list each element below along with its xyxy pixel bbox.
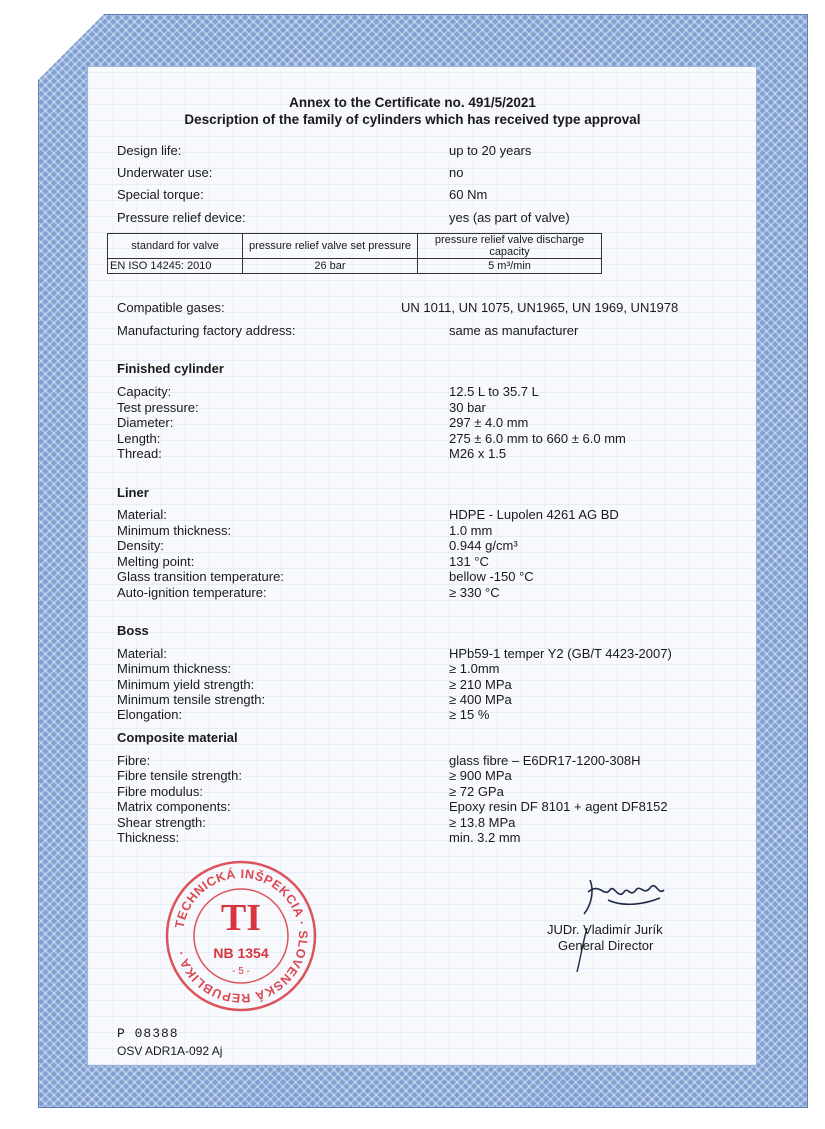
stamp-nb: NB 1354 [213, 945, 269, 961]
spec-label: Thread: [117, 446, 162, 461]
spec-label: Thickness: [117, 830, 180, 845]
table-header-cell: pressure relief valve discharge capacity [418, 234, 602, 259]
spec-value: ≥ 13.8 MPa [449, 815, 516, 830]
spec-label: Fibre: [117, 753, 151, 768]
design-life-label: Design life: [117, 143, 182, 158]
spec-label: Material: [117, 646, 167, 661]
table-row [108, 259, 602, 274]
annex-title: Annex to the Certificate no. 491/5/2021 [289, 95, 536, 110]
spec-label: Shear strength: [117, 815, 206, 830]
underwater-label: Underwater use: [117, 165, 213, 180]
serial-number: P 08388 [117, 1026, 179, 1041]
spec-label: Minimum thickness: [117, 661, 232, 676]
gases-label: Compatible gases: [117, 300, 225, 315]
spec-label: Test pressure: [117, 400, 199, 415]
underwater-value: no [449, 165, 464, 180]
annex-subtitle: Description of the family of cylinders which has received type approval [184, 112, 641, 127]
spec-label: Melting point: [117, 554, 195, 569]
spec-label: Matrix components: [117, 799, 231, 814]
spec-value: bellow -150 °C [449, 569, 534, 584]
section-heading: Boss [117, 623, 149, 638]
spec-value: HPb59-1 temper Y2 (GB/T 4423-2007) [449, 646, 672, 661]
relief-valve-table [107, 233, 602, 274]
torque-label: Special torque: [117, 187, 204, 202]
stamp-logo: TI [220, 897, 262, 939]
section-heading: Composite material [117, 730, 238, 745]
spec-value: min. 3.2 mm [449, 830, 521, 845]
spec-label: Auto-ignition temperature: [117, 585, 267, 600]
spec-value: 30 bar [449, 400, 486, 415]
spec-label: Minimum thickness: [117, 523, 232, 538]
stamp-ring-text: TECHNICKÁ INŠPEKCIA · SLOVENSKÁ REPUBLIKA · [172, 866, 311, 1006]
spec-value: glass fibre – E6DR17-1200-308H [449, 753, 641, 768]
stamp-number: - 5 - [232, 966, 250, 977]
spec-label: Diameter: [117, 415, 174, 430]
spec-value: M26 x 1.5 [449, 446, 507, 461]
spec-label: Glass transition temperature: [117, 569, 284, 584]
official-stamp [163, 858, 319, 1014]
spec-value: ≥ 1.0mm [449, 661, 500, 676]
design-life-value: up to 20 years [449, 143, 532, 158]
spec-value: 12.5 L to 35.7 L [449, 384, 539, 399]
factory-value: same as manufacturer [449, 323, 579, 338]
spec-value: 275 ± 6.0 mm to 660 ± 6.0 mm [449, 431, 626, 446]
spec-value: 1.0 mm [449, 523, 493, 538]
signatory-name: JUDr. Vladimír Jurík [547, 922, 663, 937]
spec-value: ≥ 210 MPa [449, 677, 512, 692]
table-header-cell: standard for valve [108, 234, 243, 259]
relief-device-value: yes (as part of valve) [449, 210, 570, 225]
spec-value: Epoxy resin DF 8101 + agent DF8152 [449, 799, 668, 814]
table-header-row [108, 234, 602, 259]
signature-icon [570, 870, 670, 930]
spec-label: Fibre modulus: [117, 784, 203, 799]
signatory-role: General Director [558, 938, 654, 953]
section-heading: Liner [117, 485, 149, 500]
relief-device-label: Pressure relief device: [117, 210, 246, 225]
spec-label: Capacity: [117, 384, 172, 399]
spec-label: Material: [117, 507, 167, 522]
spec-label: Minimum yield strength: [117, 677, 255, 692]
table-header-cell: pressure relief valve set pressure [243, 234, 418, 259]
spec-value: ≥ 72 GPa [449, 784, 504, 799]
gases-value: UN 1011, UN 1075, UN1965, UN 1969, UN1978 [401, 300, 679, 315]
spec-label: Fibre tensile strength: [117, 768, 243, 783]
spec-label: Density: [117, 538, 164, 553]
table-cell: 26 bar [243, 259, 418, 274]
spec-value: HDPE - Lupolen 4261 AG BD [449, 507, 619, 522]
spec-value: 297 ± 4.0 mm [449, 415, 529, 430]
spec-value: ≥ 900 MPa [449, 768, 512, 783]
spec-value: ≥ 330 °C [449, 585, 500, 600]
table-cell: EN ISO 14245: 2010 [108, 259, 243, 274]
torque-value: 60 Nm [449, 187, 488, 202]
spec-value: ≥ 15 % [449, 707, 490, 722]
spec-label: Length: [117, 431, 161, 446]
form-code: OSV ADR1A-092 Aj [117, 1044, 223, 1058]
section-heading: Finished cylinder [117, 361, 224, 376]
factory-label: Manufacturing factory address: [117, 323, 296, 338]
spec-label: Minimum tensile strength: [117, 692, 266, 707]
spec-value: ≥ 400 MPa [449, 692, 512, 707]
spec-label: Elongation: [117, 707, 183, 722]
spec-value: 131 °C [449, 554, 489, 569]
table-cell: 5 m³/min [418, 259, 602, 274]
spec-value: 0.944 g/cm³ [449, 538, 518, 553]
